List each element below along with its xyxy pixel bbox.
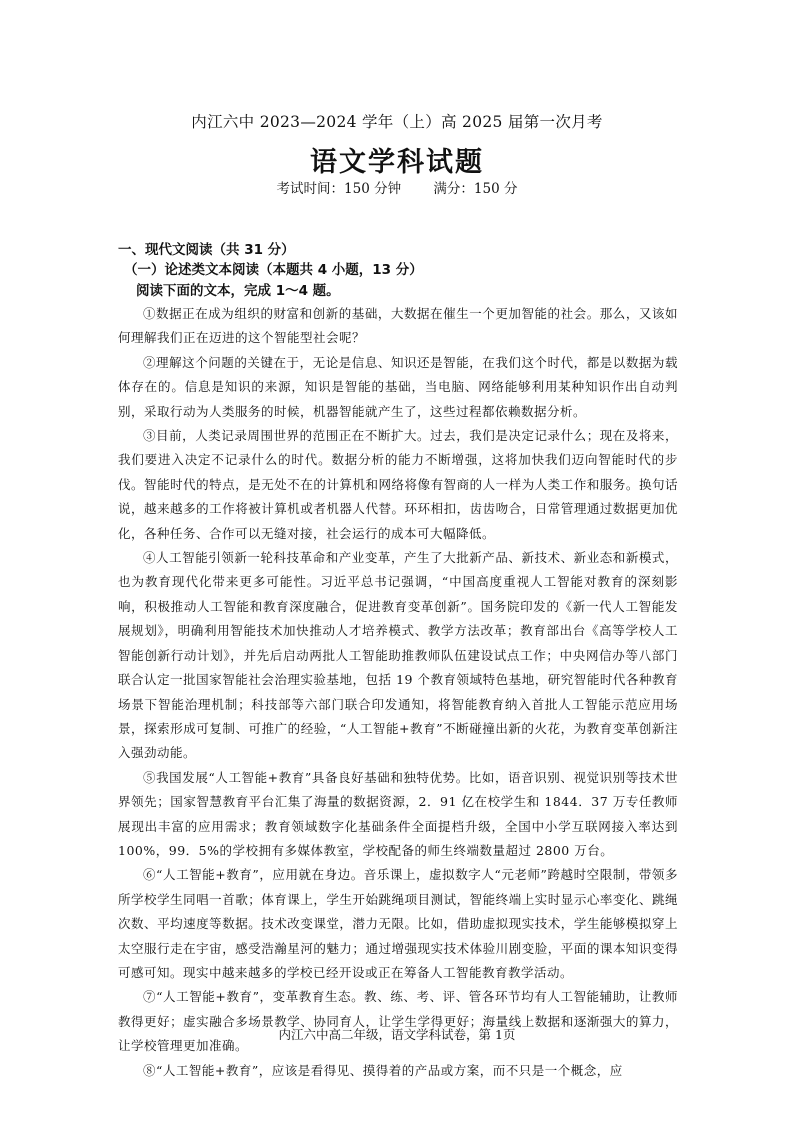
exam-score: 满分：150 分 bbox=[433, 181, 518, 197]
exam-meta bbox=[0, 177, 794, 197]
section-heading: 一、现代文阅读（共 31 分） bbox=[118, 242, 295, 258]
reading-section bbox=[118, 240, 678, 1083]
paragraph-6: ⑥“人工智能+教育”，应用就在身边。音乐课上，虚拟数字人“元老师”跨越时空限制，带领多所学校学生同唱一首歌；体育课上，学生开始跳绳项目测试，智能终端上实时显示心率变化、跳绳次数、平均速度等数据。技术改变课堂，潜力无限。比如，借助虚拟现实技术，学生能够模拟穿上太空服行走在宇宙，感受浩瀚星河的魅力；通过增强现实技术体验川剧变脸，平面的课本知识变得可感可知。现实中越来越多的学校已经开设或正在筹备人工智能教育教学活动。 bbox=[118, 867, 678, 980]
paragraph-4: ④人工智能引领新一轮科技革命和产业变革，产生了大批新产品、新技术、新业态和新模式，也为教育现代化带来更多可能性。习近平总书记强调，“中国高度重视人工智能对教育的深刻影响，积极推动人工智能和教育深度融合，促进教育变革创新”。国务院印发的《新一代人工智能发展规划》，明确利用智能技术加快推动人才培养模式、教学方法改革；教育部出台《高等学校人工智能创新行动计划》，并先后启动两批人工智能助推教师队伍建设试点工作；中央网信办等八部门联合认定一批国家智能社会治理实验基地，包括 19 个教育领域特色基地，研究智能时代各种教育场景下智能治理机制；科技部等六部门联合印发通知，将智能教育纳入首批人工智能示范应用场景，探索形成可复制、可推广的经验，“人工智能+教育”不断碰撞出新的火花，为教育变革创新注入强劲动能。 bbox=[118, 550, 678, 761]
exam-time: 考试时间：150 分钟 bbox=[276, 181, 402, 197]
paragraph-5: ⑤我国发展“人工智能+教育”具备良好基础和独特优势。比如，语音识别、视觉识别等技术世界领先；国家智慧教育平台汇集了海量的数据资源，2．91 亿在校学生和 1844．37 万专任教师展现出丰富的应用需求；教育领域数字化基础条件全面提档升级，全国中小学互联网接入率达到 100%，99．5%的学校拥有多媒体教室，学校配备的师生终端数量超过 2800 万台。 bbox=[118, 769, 678, 858]
paragraph-2: ②理解这个问题的关键在于，无论是信息、知识还是智能，在我们这个时代，都是以数据为载体存在的。信息是知识的来源，知识是智能的基础，当电脑、网络能够利用某种知识作出自动判别，采取行动为人类服务的时候，机器智能就产生了，这些过程都依赖数据分析。 bbox=[118, 354, 678, 419]
subject-title: 语文学科试题 bbox=[310, 147, 484, 178]
page-footer: 内江六中高二年级，语文学科试卷，第 1页 bbox=[278, 1027, 516, 1042]
reading-instruction: 阅读下面的文本，完成 1～4 题。 bbox=[136, 283, 340, 299]
subsection-heading: （一）论述类文本阅读（本题共 4 小题，13 分） bbox=[124, 262, 423, 278]
exam-title: 内江六中 2023—2024 学年（上）高 2025 届第一次月考 bbox=[191, 113, 603, 131]
paragraph-3: ③目前，人类记录周围世界的范围正在不断扩大。过去，我们是决定记录什么；现在及将来，我们要进入决定不记录什么的时代。数据分析的能力不断增强，这将加快我们迈向智能时代的步伐。智能时代的特点，是无处不在的计算机和网络将像有智商的人一样为人类工作和服务。换句话说，越来越多的工作将被计算机或者机器人代替。环环相扣，齿齿吻合，日常管理通过数据更加优化，各种任务、合作可以无缝对接，社会运行的成本可大幅降低。 bbox=[118, 428, 678, 541]
paragraph-7: ⑦“人工智能+教育”，变革教育生态。教、练、考、评、管各环节均有人工智能辅助，让教师教得更好；虚实融合多场景教学、协同育人，让学生学得更好；海量线上数据和逐渐强大的算力，让学校管理更加准确。 bbox=[118, 989, 678, 1054]
paragraph-8: ⑧“人工智能+教育”，应该是看得见、摸得着的产品或方案，而不只是一个概念，应 bbox=[143, 1062, 623, 1078]
paragraph-1: ①数据正在成为组织的财富和创新的基础，大数据在催生一个更加智能的社会。那么，又该如何理解我们正在迈进的这个智能型社会呢？ bbox=[118, 306, 678, 346]
